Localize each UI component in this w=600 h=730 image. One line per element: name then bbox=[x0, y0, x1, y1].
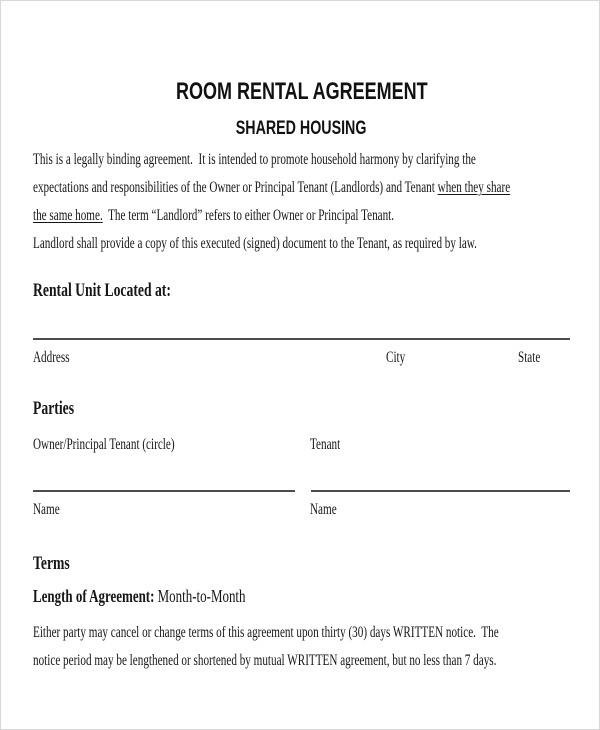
name-label-row bbox=[33, 500, 570, 520]
document-title-text: ROOM RENTAL AGREEMENT bbox=[175, 78, 428, 105]
tenant-name-blank-line[interactable] bbox=[311, 490, 570, 492]
underlined-phrase-the-same-home: the same home. bbox=[33, 207, 103, 224]
document-content bbox=[1, 1, 599, 675]
underlined-phrase-when-they-share: when they share bbox=[437, 179, 511, 196]
length-of-agreement-row bbox=[33, 585, 570, 607]
owner-name-label: Name bbox=[33, 501, 60, 518]
document-title bbox=[33, 79, 570, 104]
section-heading-terms: Terms bbox=[33, 553, 70, 574]
intro-line-4: Landlord shall provide a copy of this executed (signed) document to the Tenant, as required by law. bbox=[33, 235, 477, 252]
state-label: State bbox=[518, 349, 541, 366]
length-of-agreement-value: Month-to-Month bbox=[154, 586, 246, 606]
owner-name-blank-line[interactable] bbox=[33, 490, 295, 492]
address-label-row bbox=[33, 348, 570, 368]
notice-paragraph bbox=[33, 619, 570, 675]
notice-line-2: notice period may be lengthened or shortened by mutual WRITTEN agreement, but no less than 7 days. bbox=[33, 652, 497, 669]
document-subtitle bbox=[33, 119, 570, 139]
document-subtitle-text: SHARED HOUSING bbox=[236, 118, 367, 139]
intro-paragraph bbox=[33, 146, 570, 258]
intro-line-1: This is a legally binding agreement. It is intended to promote household harmony by clarifying the bbox=[33, 151, 476, 168]
section-heading-parties: Parties bbox=[33, 398, 75, 419]
address-label: Address bbox=[33, 349, 70, 366]
length-of-agreement-label: Length of Agreement: bbox=[33, 586, 155, 606]
intro-line-3: the same home. The term “Landlord” refers to either Owner or Principal Tenant. bbox=[33, 207, 395, 224]
party-label-row bbox=[33, 435, 570, 455]
section-heading-rental-unit: Rental Unit Located at: bbox=[33, 280, 171, 301]
name-blank-lines bbox=[33, 490, 570, 492]
address-blank-line[interactable] bbox=[33, 338, 570, 340]
owner-principal-tenant-label: Owner/Principal Tenant (circle) bbox=[33, 436, 175, 453]
intro-line-2: expectations and responsibilities of the Owner or Principal Tenant (Landlords) and Tenant when they share bbox=[33, 179, 511, 196]
tenant-name-label: Name bbox=[310, 501, 337, 518]
notice-line-1: Either party may cancel or change terms of this agreement upon thirty (30) days WRITTEN notice. The bbox=[33, 624, 499, 641]
tenant-label: Tenant bbox=[310, 436, 341, 453]
city-label: City bbox=[386, 349, 406, 366]
